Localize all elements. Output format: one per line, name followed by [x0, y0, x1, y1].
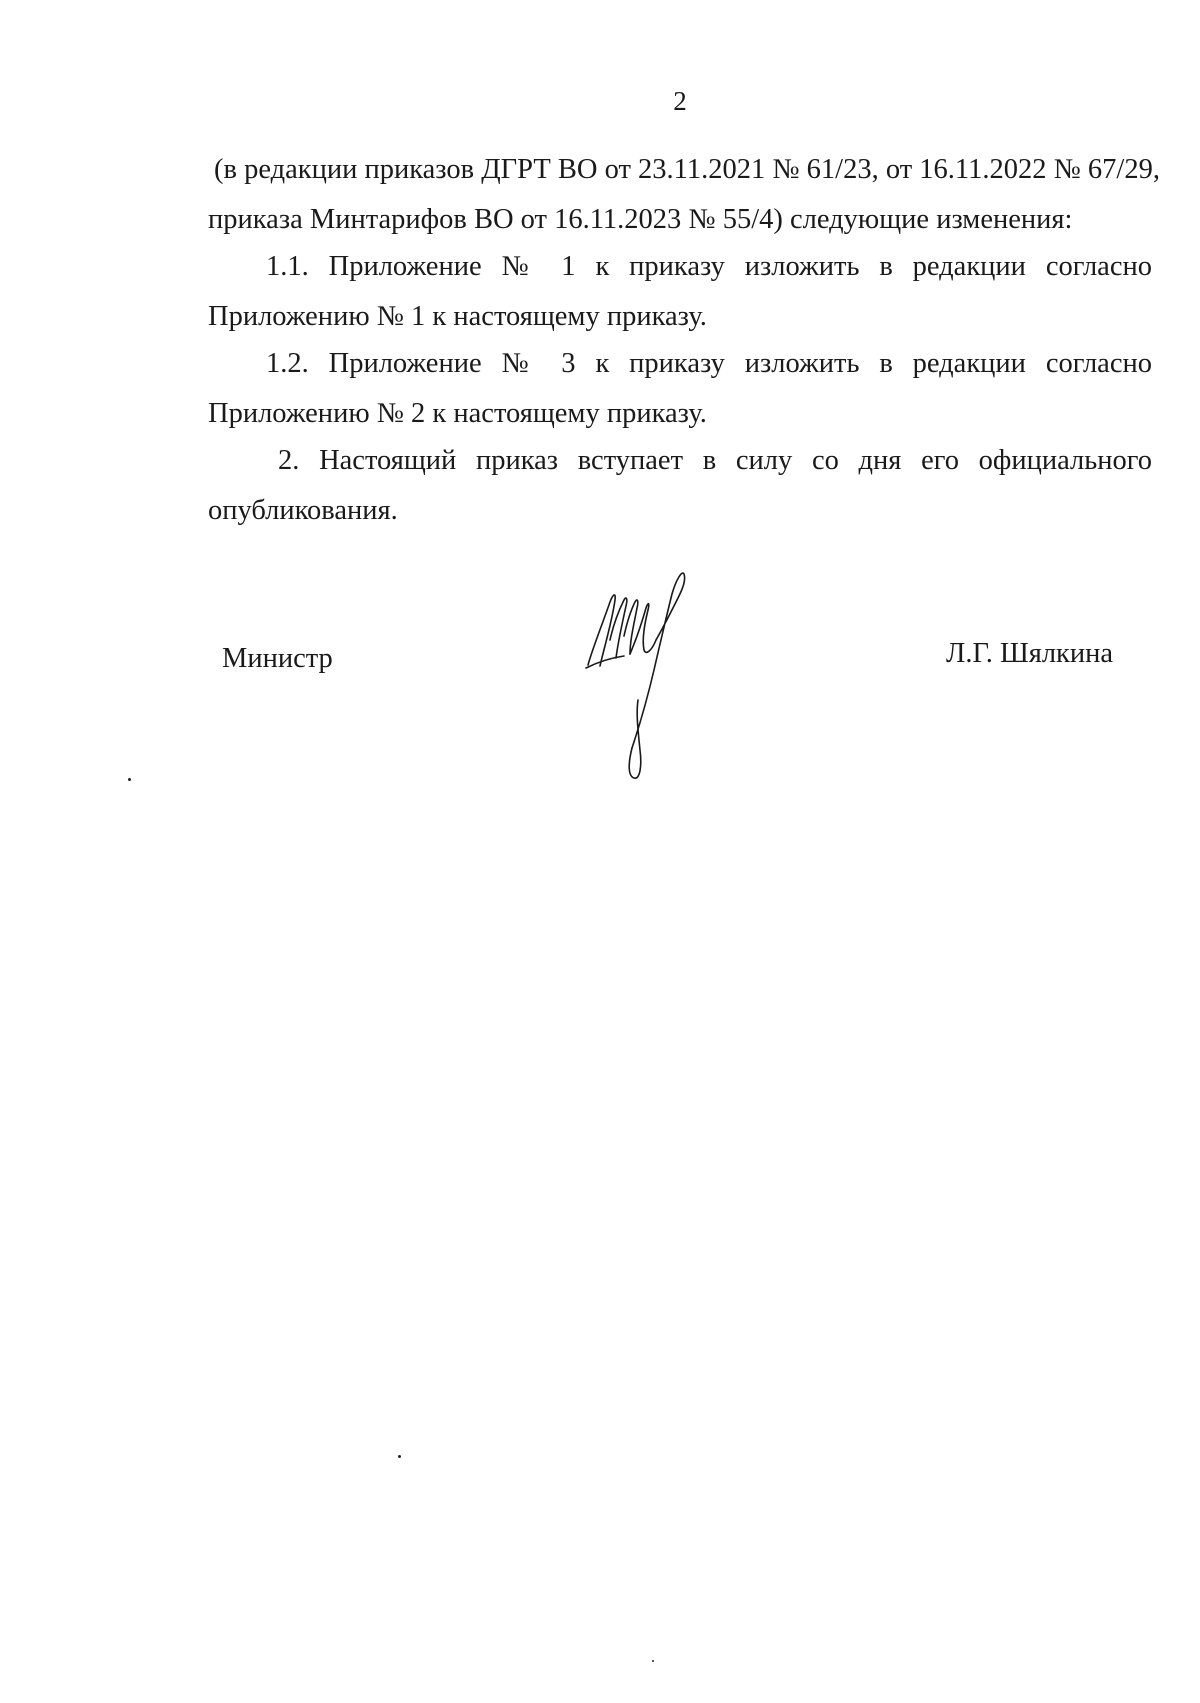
clause-2-line-2: опубликования. — [208, 495, 398, 526]
scan-speck — [128, 778, 131, 781]
clause-2-line-1: 2. Настоящий приказ вступает в силу со дня его официального — [278, 445, 1152, 476]
clause-1-1-line-1: 1.1. Приложение № 1 к приказу изложить в редакции согласно — [266, 251, 1152, 282]
page-number: 2 — [673, 86, 687, 116]
clause-1-1 — [208, 242, 1152, 342]
intro-line-2: приказа Минтарифов ВО от 16.11.2023 № 55/4) следующие изменения: — [208, 204, 1073, 235]
scan-speck — [398, 1455, 401, 1458]
signer-name: Л.Г. Шялкина — [946, 638, 1114, 669]
clause-2 — [208, 436, 1152, 536]
clause-1-2 — [208, 339, 1152, 439]
clause-1-2-line-2: Приложению № 2 к настоящему приказу. — [208, 398, 707, 429]
signer-position: Министр — [222, 643, 333, 674]
handwritten-signature — [580, 570, 710, 780]
clause-1-1-line-2: Приложению № 1 к настоящему приказу. — [208, 301, 707, 332]
scan-speck — [652, 1660, 654, 1662]
intro-line-1: (в редакции приказов ДГРТ ВО от 23.11.2021 № 61/23, от 16.11.2022 № 67/29, — [214, 154, 1160, 185]
clause-1-2-line-1: 1.2. Приложение № 3 к приказу изложить в редакции согласно — [266, 348, 1152, 379]
order-text — [208, 145, 1160, 526]
